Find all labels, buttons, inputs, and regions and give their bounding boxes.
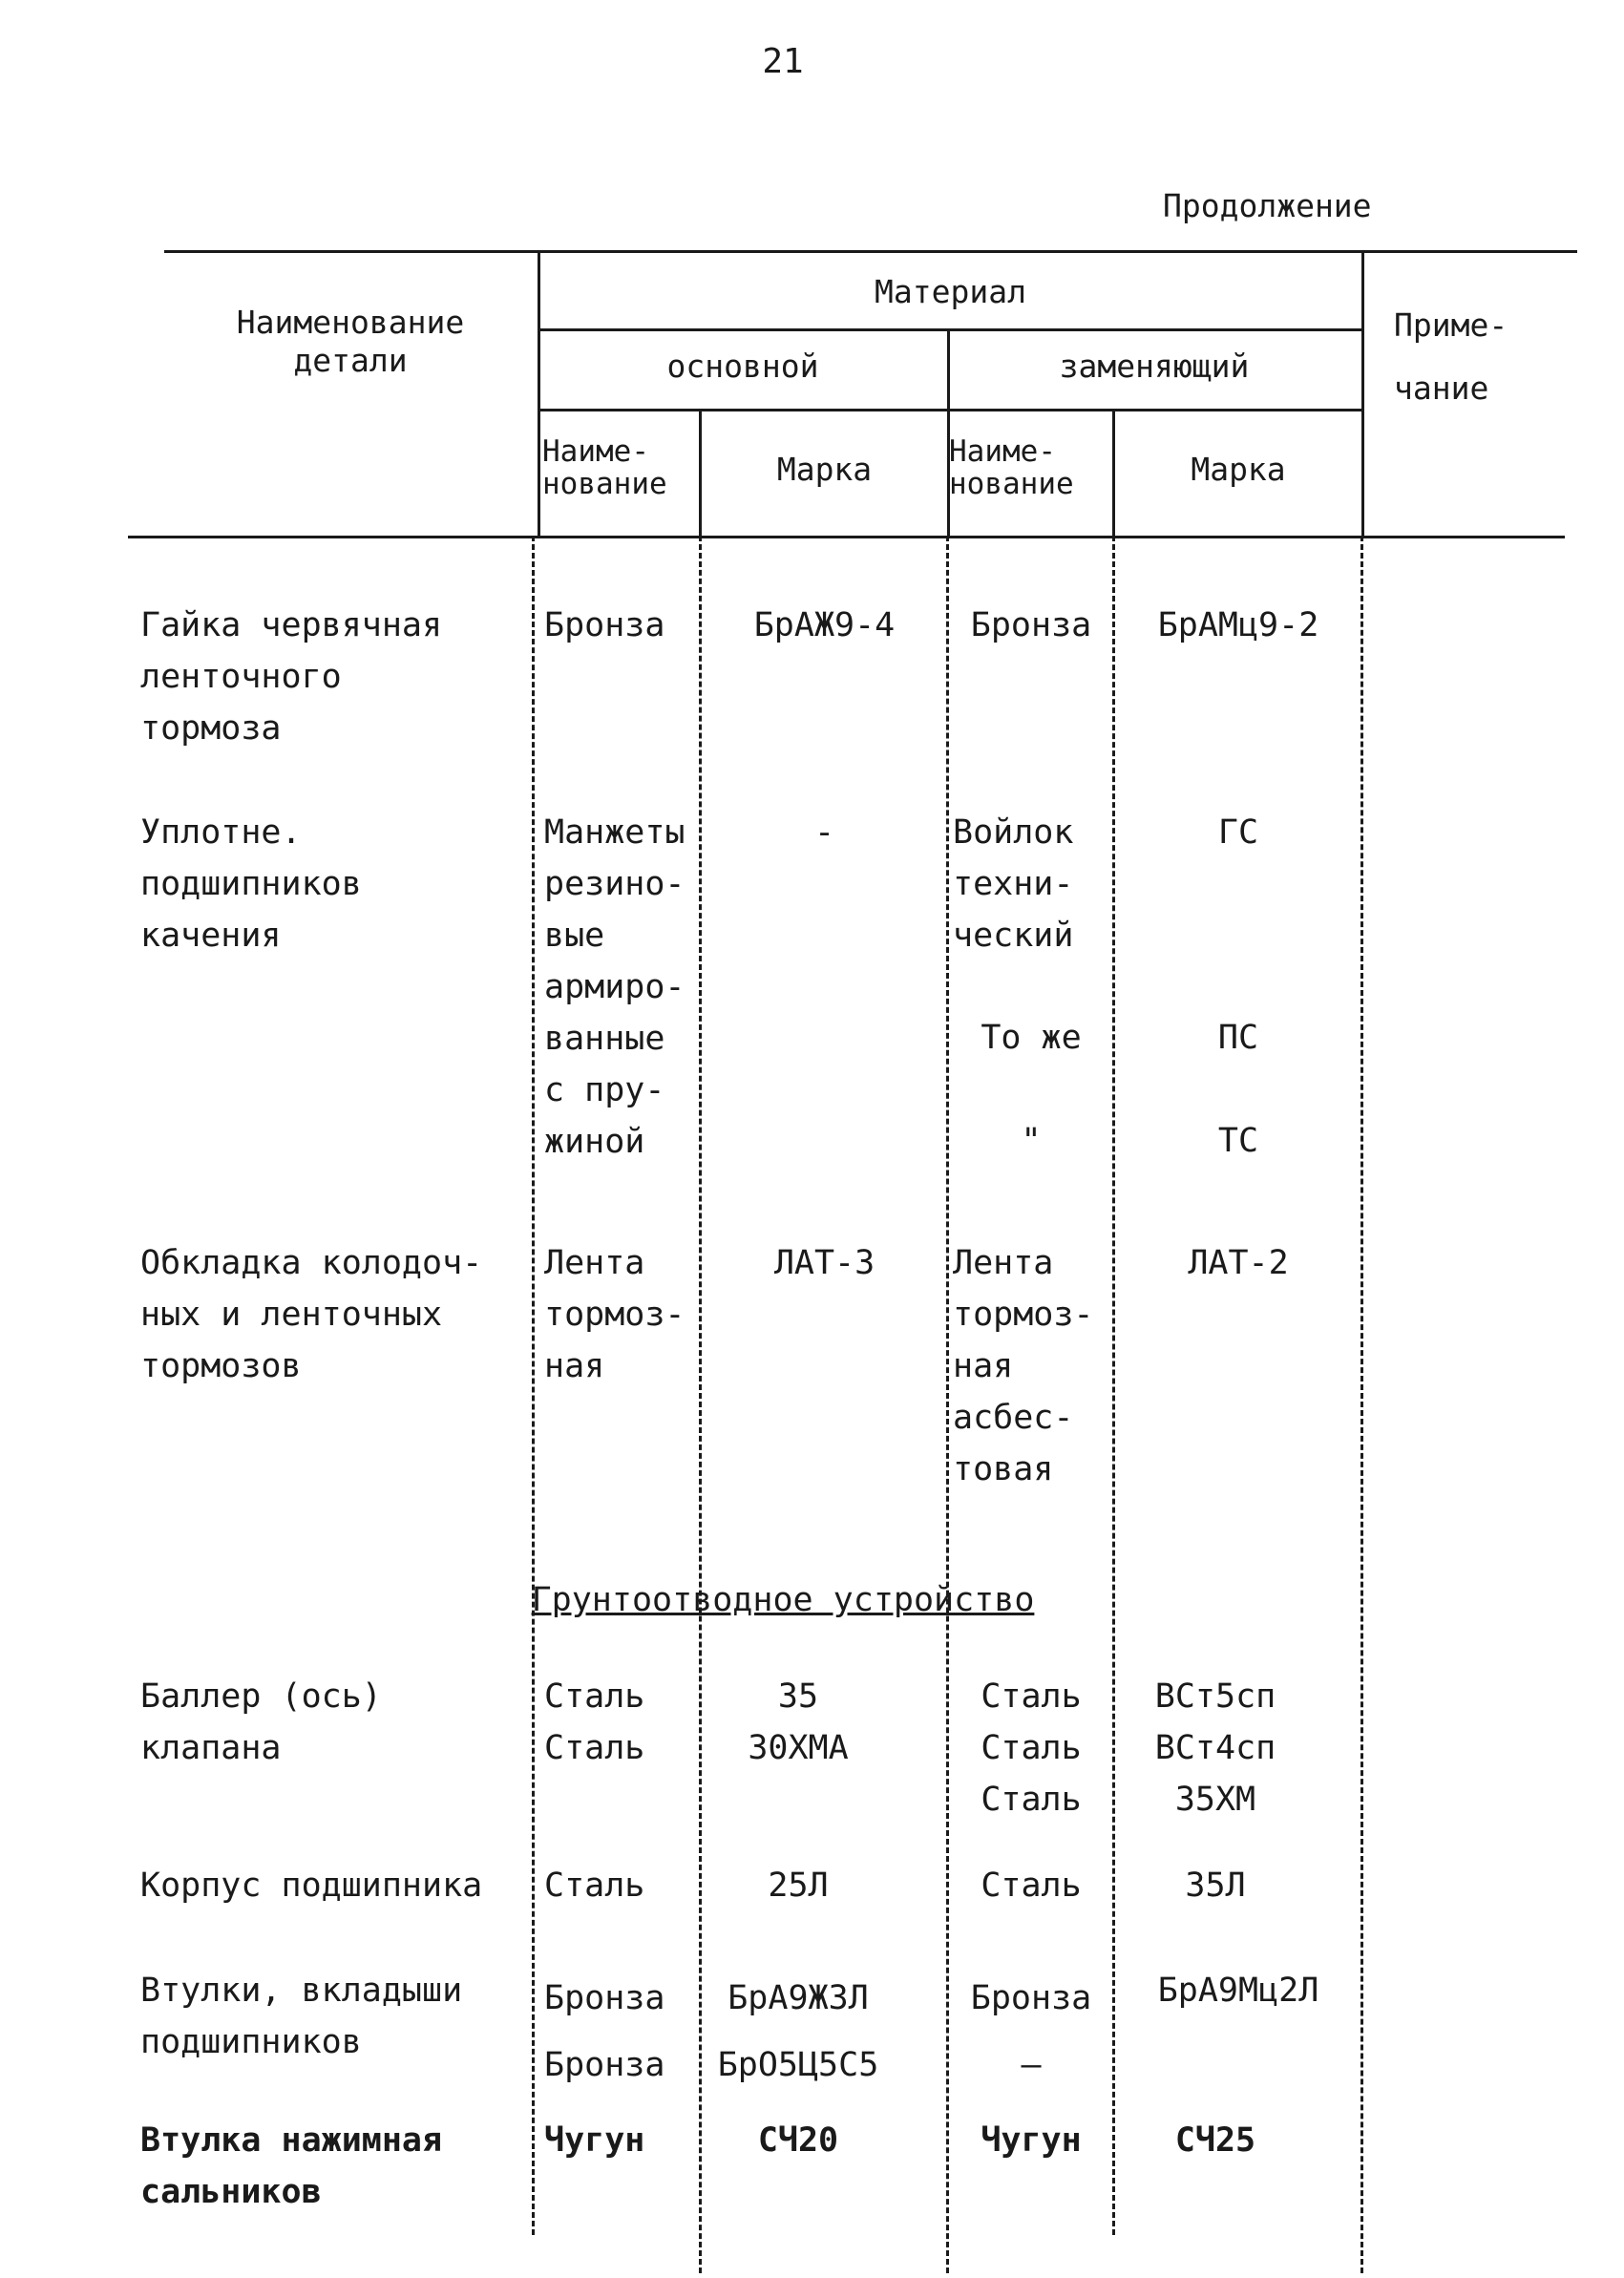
row-2-primary-grade: - xyxy=(813,813,835,852)
row-6-primary-grade: БрА9Ж3Л БрО5Ц5С5 xyxy=(717,1979,879,2084)
header-substitute-grade: Марка xyxy=(1191,451,1286,488)
row-2-part: Уплотне. подшипников качения xyxy=(140,813,362,955)
row-1-part: Гайка червячная ленточного тормоза xyxy=(140,606,443,748)
row-1-substitute-name: Бронза xyxy=(970,606,1092,644)
row-5-substitute-name: Сталь xyxy=(981,1867,1082,1905)
row-4-substitute-grade: ВСт5сп ВСт4сп 35ХМ xyxy=(1154,1677,1276,1819)
row-3-part: Обкладка колодоч- ных и ленточных тормозов xyxy=(140,1244,483,1385)
row-5-part: Корпус подшипника xyxy=(140,1867,483,1905)
row-1-primary-name: Бронза xyxy=(544,606,665,644)
header-bottom-rule xyxy=(128,536,1565,538)
row-6-substitute-name: Бронза — xyxy=(970,1979,1092,2084)
row-6-part: Втулки, вкладыши подшипников xyxy=(140,1972,463,2061)
row-1-primary-grade: БрАЖ9-4 xyxy=(753,606,896,644)
row-4-primary-grade: 35 30ХМА xyxy=(748,1677,849,1767)
header-primary: основной xyxy=(666,348,819,385)
header-part-name: Наименование детали xyxy=(236,304,465,379)
row-2-substitute-grade-3: ТС xyxy=(1217,1122,1259,1160)
row-2-primary-name: Манжеты резино- вые армиро- ванные с пру- жиной xyxy=(544,813,685,1161)
row-5-substitute-grade: 35Л xyxy=(1185,1867,1246,1905)
row-4-substitute-name: Сталь Сталь Сталь xyxy=(981,1677,1082,1819)
row-2-substitute-name: Войлок техни- ческий xyxy=(953,813,1074,955)
row-7-part: Втулка нажимная сальников xyxy=(140,2121,443,2211)
header-primary-name: Наиме- нование xyxy=(542,434,667,501)
row-3-primary-grade: ЛАТ-3 xyxy=(773,1244,875,1282)
row-2-substitute-grade-2: ПС xyxy=(1217,1019,1259,1057)
row-2-substitute-name-3: " xyxy=(1021,1122,1042,1160)
row-6-substitute-grade: БрА9Мц2Л xyxy=(1157,1972,1319,2010)
column-divider-3 xyxy=(946,536,949,2273)
row-7-primary-name: Чугун xyxy=(544,2121,645,2160)
header-primary-grade: Марка xyxy=(776,451,873,488)
header-material: Материал xyxy=(875,273,1026,310)
row-3-substitute-grade: ЛАТ-2 xyxy=(1188,1244,1289,1282)
row-7-primary-grade: СЧ20 xyxy=(757,2121,839,2160)
column-divider-2 xyxy=(699,536,702,2273)
column-divider-1 xyxy=(532,536,535,2235)
row-5-primary-name: Сталь xyxy=(544,1867,645,1905)
header-substitute-name: Наиме- нование xyxy=(949,434,1074,501)
table-top-rule xyxy=(164,250,1577,253)
header-note: Приме- чание xyxy=(1394,306,1508,407)
row-3-primary-name: Лента тормоз- ная xyxy=(544,1244,685,1385)
section-title: Грунтоотводное устройство xyxy=(531,1581,1035,1619)
row-7-substitute-grade: СЧ25 xyxy=(1174,2121,1256,2160)
header-substitute: заменяющий xyxy=(1059,348,1250,385)
row-3-substitute-name: Лента тормоз- ная асбес- товая xyxy=(953,1244,1094,1488)
row-7-substitute-name: Чугун xyxy=(981,2121,1082,2160)
row-1-substitute-grade: БрАМц9-2 xyxy=(1157,606,1319,644)
row-6-primary-name: Бронза Бронза xyxy=(544,1979,665,2084)
page-number: 21 xyxy=(762,42,804,81)
row-4-part: Баллер (ось) клапана xyxy=(140,1677,382,1767)
row-4-primary-name: Сталь Сталь xyxy=(544,1677,645,1767)
column-header-rule xyxy=(538,409,1363,411)
continuation-label: Продолжение xyxy=(1163,187,1372,224)
row-5-primary-grade: 25Л xyxy=(768,1867,829,1905)
row-2-substitute-name-2: То же xyxy=(981,1019,1082,1057)
material-subheader-rule xyxy=(538,328,1363,331)
row-2-substitute-grade: ГС xyxy=(1217,813,1259,852)
